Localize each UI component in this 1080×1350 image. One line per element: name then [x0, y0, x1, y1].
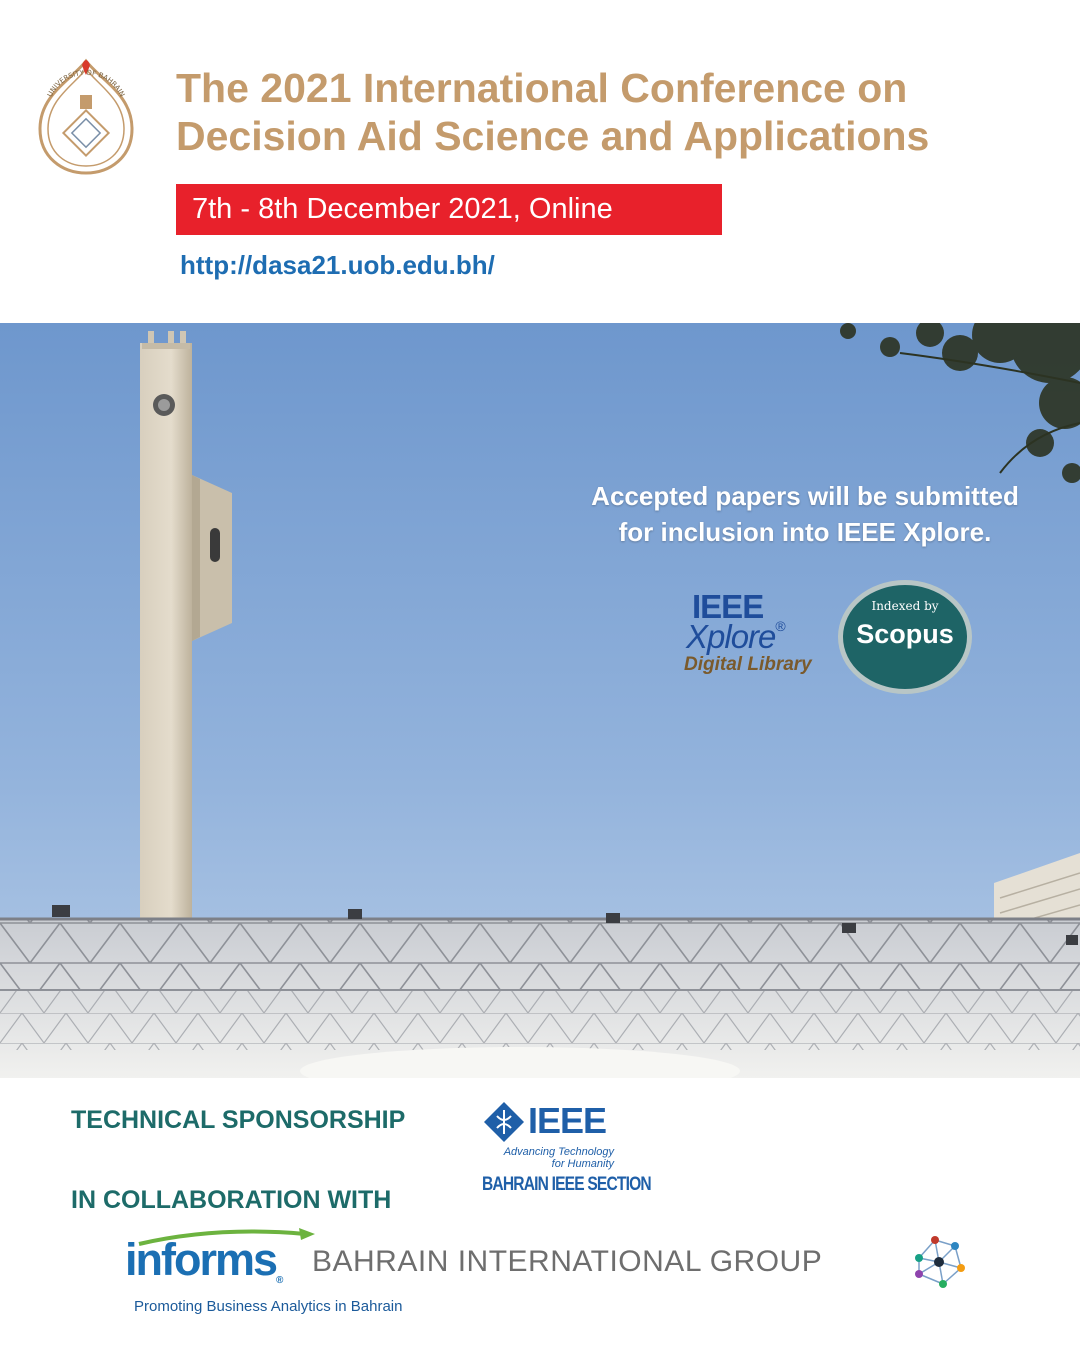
xplore-note	[560, 478, 1050, 550]
title-line-1: The 2021 International Conference on	[176, 65, 908, 111]
ieee-tagline	[482, 1146, 614, 1170]
ieee-xplore-line-3: Digital Library	[684, 654, 812, 675]
ieee-tagline-line-1: Advancing Technology	[503, 1146, 614, 1158]
campus-scene-illustration	[0, 323, 1080, 1078]
date-banner: 7th - 8th December 2021, Online	[176, 184, 722, 235]
ieee-tagline-line-2: for Humanity	[551, 1158, 614, 1170]
conference-url-link[interactable]: http://dasa21.uob.edu.bh/	[180, 250, 495, 280]
scopus-small-text: Indexed by	[871, 599, 939, 613]
scopus-badge	[838, 580, 972, 694]
informs-tm-mark: ®	[276, 1275, 282, 1286]
xplore-reg-mark: ®	[775, 618, 785, 634]
title-line-2: Decision Aid Science and Applications	[176, 113, 930, 159]
informs-wordmark: informs	[125, 1234, 277, 1285]
network-graph-icon	[905, 1228, 969, 1292]
seal-text: UNIVERSITY OF BAHRAIN	[45, 68, 127, 99]
ieee-xplore-line-1: IEEE	[692, 588, 764, 625]
informs-bahrain-logo	[125, 1228, 985, 1288]
ieee-word: IEEE	[528, 1100, 607, 1141]
ieee-xplore-line-2	[686, 618, 785, 656]
bahrain-ieee-section: BAHRAIN IEEE SECTION	[482, 1174, 651, 1195]
informs-tagline: Promoting Business Analytics in Bahrain	[134, 1298, 403, 1315]
technical-sponsorship-label: TECHNICAL SPONSORSHIP	[71, 1106, 406, 1134]
campus-photo	[0, 323, 1080, 1078]
bahrain-international-group: BAHRAIN INTERNATIONAL GROUP	[312, 1245, 823, 1278]
conference-title	[176, 64, 1056, 160]
university-of-bahrain-seal	[30, 55, 142, 177]
ieee-diamond-icon	[482, 1100, 526, 1144]
xplore-note-line-1: Accepted papers will be submitted	[591, 481, 1019, 511]
informs-word	[125, 1234, 281, 1286]
ieee-bahrain-section-logo	[482, 1100, 651, 1204]
ieee-xplore-logo	[680, 588, 830, 688]
xplore-word: Xplore	[686, 618, 776, 655]
scopus-big-text: Scopus	[856, 619, 954, 649]
collaboration-label: IN COLLABORATION WITH	[71, 1186, 392, 1214]
xplore-note-line-2: for inclusion into IEEE Xplore.	[618, 517, 992, 547]
